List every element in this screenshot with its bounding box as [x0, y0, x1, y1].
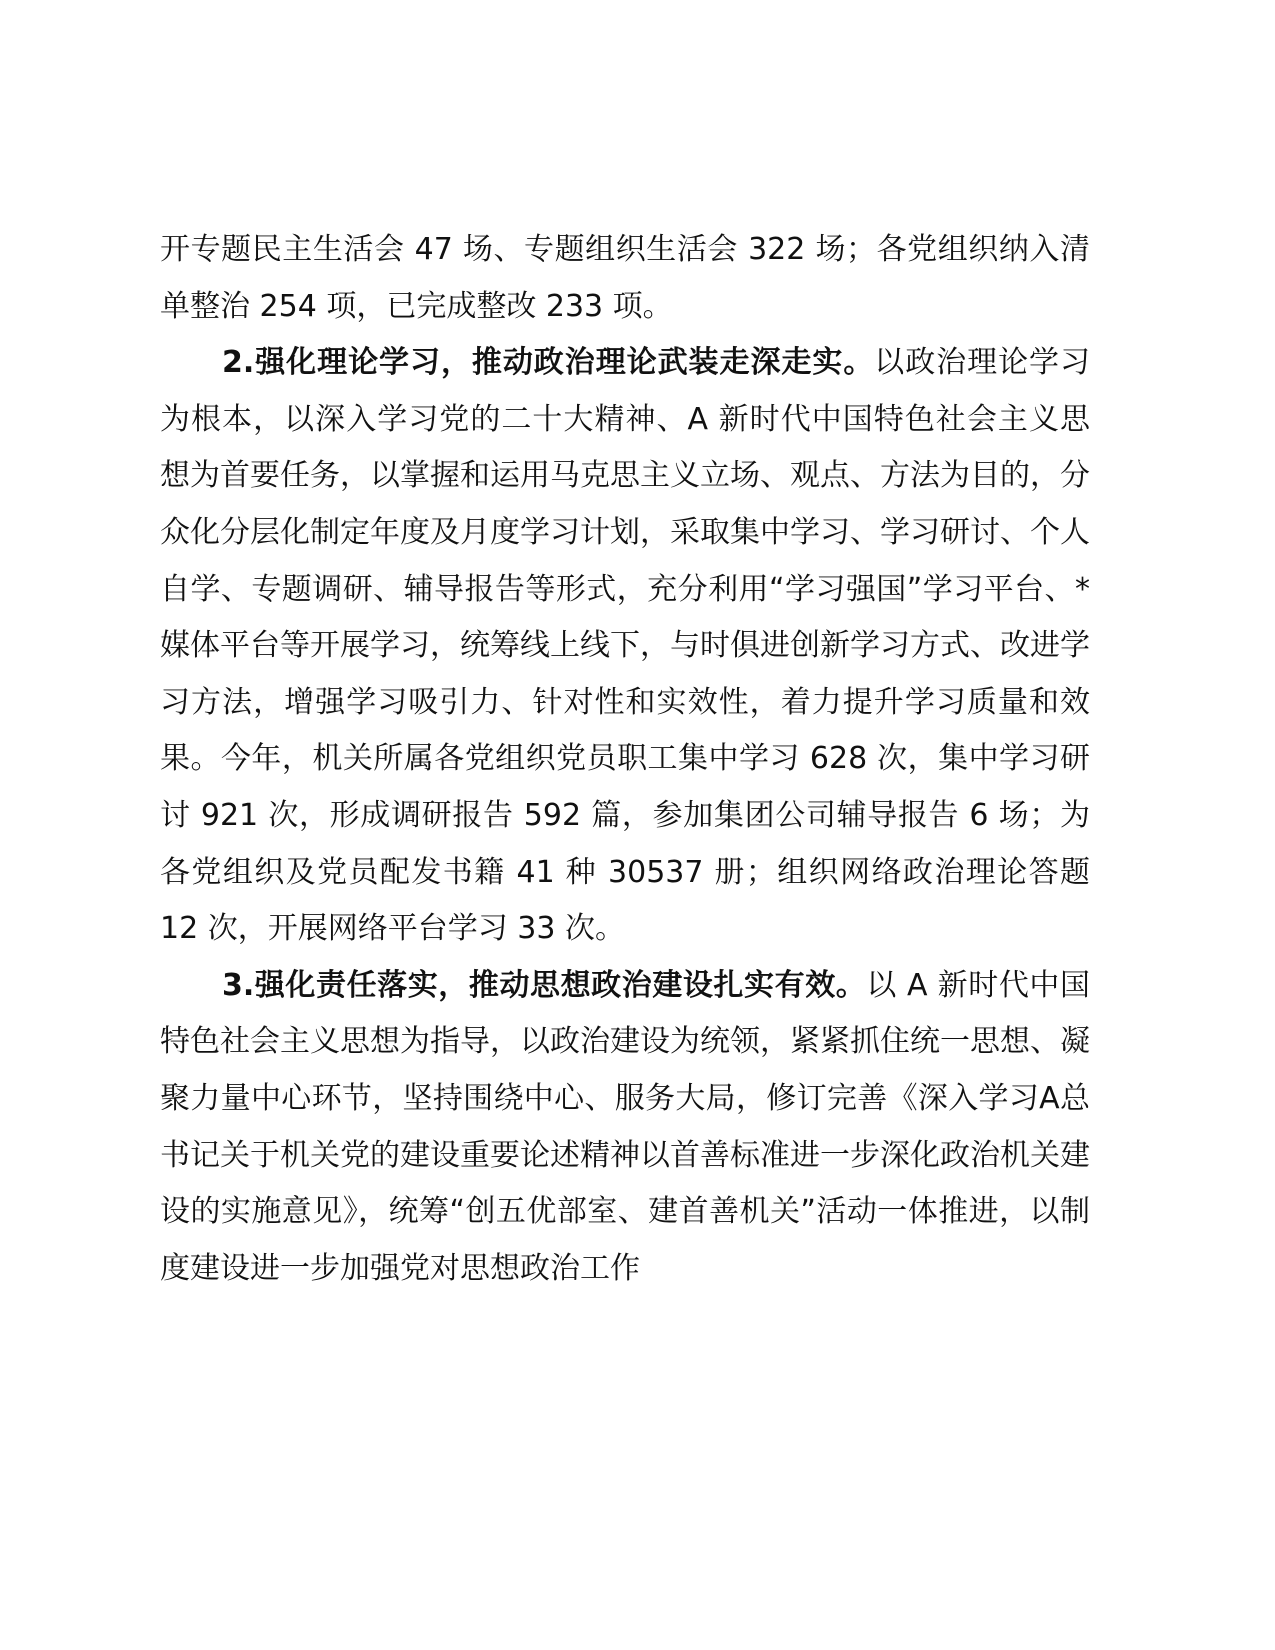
paragraph-continued — [160, 222, 1090, 335]
paragraph-heading: 3.强化责任落实，推动思想政治建设扎实有效。 — [222, 967, 867, 1003]
paragraph-text: 以 A 新时代中国特色社会主义思想为指导，以政治建设为统领，紧紧抓住统一思想、凝聚力量中心环节，坚持围绕中心、服务大局，修订完善《深入学习A总书记关于机关党的建设重要论述精神以首善标准进一步深化政治机关建设的实施意见》，统筹“创五优部室、建首善机关”活动一体推进，以制度建设进一步加强党对思想政治工作 — [160, 967, 1090, 1286]
paragraph-responsibility — [160, 958, 1090, 1298]
paragraph-heading: 2.强化理论学习，推动政治理论武装走深走实。 — [222, 345, 875, 381]
paragraph-text: 开专题民主生活会 47 场、专题组织生活会 322 场；各党组织纳入清单整治 254 项，已完成整改 233 项。 — [160, 232, 1090, 324]
paragraph-text: 以政治理论学习为根本，以深入学习党的二十大精神、A 新时代中国特色社会主义思想为首要任务，以掌握和运用马克思主义立场、观点、方法为目的，分众化分层化制定年度及月度学习计划，采取集中学习、学习研讨、个人自学、专题调研、辅导报告等形式，充分利用“学习强国”学习平台、*媒体平台等开展学习，统筹线上线下，与时俱进创新学习方式、改进学习方法，增强学习吸引力、针对性和实效性，着力提升学习质量和效果。今年，机关所属各党组织党员职工集中学习 628 次，集中学习研讨 921 次，形成调研报告 592 篇，参加集团公司辅导报告 6 场；为各党组织及党员配发书籍 41 种 30537 册；组织网络政治理论答题 12 次，开展网络平台学习 33 次。 — [160, 345, 1090, 947]
body-text — [160, 222, 1090, 1297]
paragraph-theory-study — [160, 335, 1090, 958]
